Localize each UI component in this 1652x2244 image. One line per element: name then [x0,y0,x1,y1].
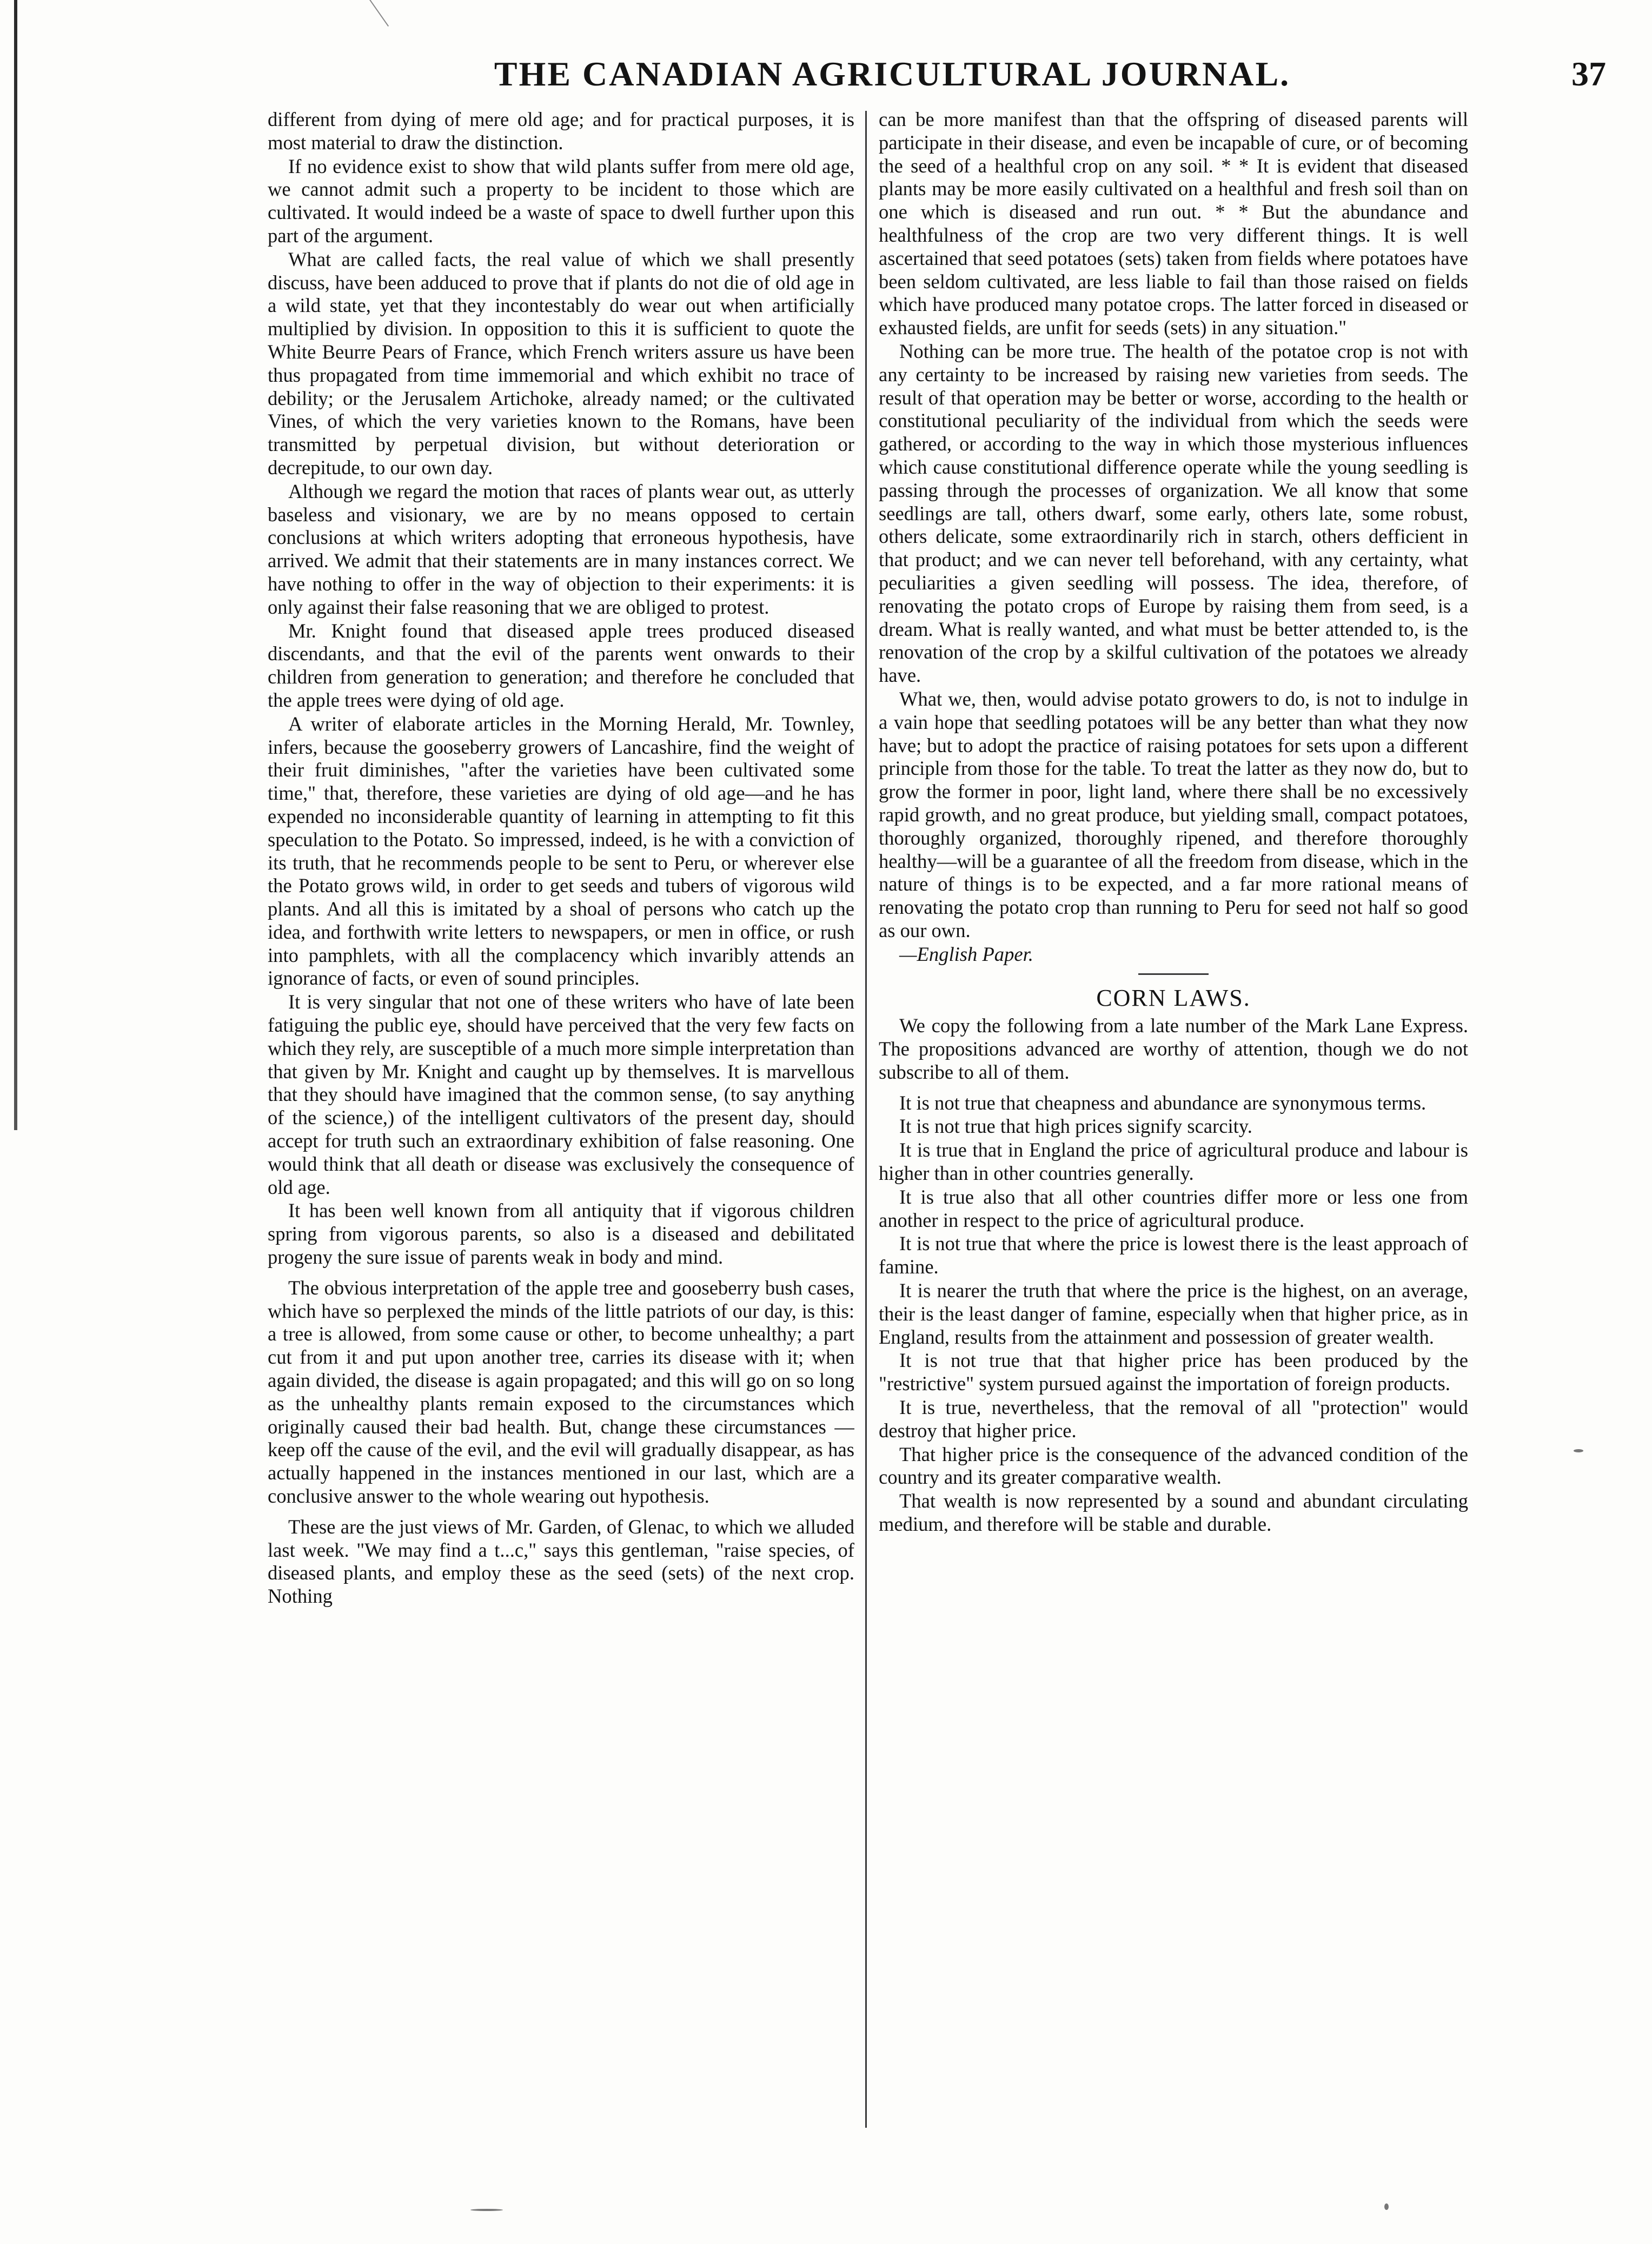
running-header-title: THE CANADIAN AGRICULTURAL JOURNAL. [494,55,1291,93]
proposition-3: It is true that in England the price of agricultural produce and labour is higher than in other countries generally. [879,1139,1468,1185]
proposition-10: That wealth is now represented by a sound and abundant circulating medium, and therefore will be stable and durable. [879,1490,1468,1536]
left-paragraph-1: different from dying of mere old age; and for practical purposes, it is most material to draw the distinction. [268,108,854,154]
binding-edge-mark [14,0,17,1130]
proposition-8: It is true, nevertheless, that the removal of all "protection" would destroy that higher price. [879,1396,1468,1442]
proposition-5: It is not true that where the price is lowest there is the least approach of famine. [879,1232,1468,1278]
proposition-9: That higher price is the consequence of the advanced condition of the country and its greater comparative wealth. [879,1443,1468,1489]
left-paragraph-2: If no evidence exist to show that wild plants suffer from mere old age, we cannot admit such a property to be incident to those which are cultivated. It would indeed be a waste of space to dwell further upon this part of the argument. [268,155,854,247]
proposition-2: It is not true that high prices signify scarcity. [899,1115,1252,1138]
left-paragraph-7: It is very singular that not one of these writers who have of late been fatiguing the public eye, should have perceived that the very few facts on which they rely, are susceptible of a much more simple interpretation than that given by Mr. Knight and caught up by themselves. It is marvellous that they should have imagined that the common sense, (to say anything of the science,) of the intelligent cultivators of the present day, should accept for truth such an extraordinary exhibition of false reasoning. One would think that all death or disease was exclusively the consequence of old age. [268,991,854,1198]
article-source-signature: —English Paper. [899,942,1033,965]
ink-speck [1574,1449,1583,1452]
corn-laws-intro: We copy the following from a late number of the Mark Lane Express. The propositions advanced are worthy of attention, though we do not subscribe to all of them. [879,1014,1468,1083]
left-paragraph-6: A writer of elaborate articles in the Morning Herald, Mr. Townley, infers, because the gooseberry growers of Lancashire, find the weight of their fruit diminishes, "after the varieties have been cultivated some time," that, therefore, these varieties are dying of old age—and he has expended no inconsiderable quantity of learning in attempting to fit this speculation to the Potato. So impressed, indeed, is he with a conviction of its truth, that he recommends people to be sent to Peru, or wherever else the Potato grows wild, in order to get seeds and tubers of vigorous wild plants. And all this is imitated by a shoal of persons who catch up the idea, and forthwith write letters to newspapers, or men in office, or rush into pamphlets, with all the complacency which invaribly attends an ignorance of facts, or even of sound principles. [268,712,854,990]
pen-stroke-mark [369,0,437,26]
proposition-4: It is true also that all other countries differ more or less one from another in respect to the price of agricultural produce. [879,1185,1468,1231]
section-heading-corn-laws: CORN LAWS. [1096,985,1251,1012]
left-paragraph-9: The obvious interpretation of the apple tree and gooseberry bush cases, which have so perplexed the minds of the little patriots of our day, is this: a tree is allowed, from some cause or other, to become unhealthy; a part cut from it and put upon another tree, carries its disease with it; when again divided, the disease is again propagated; and this will go on so long as the unhealthy plants remain exposed to the circumstances which originally caused their bad health. But, change these circumstances —keep off the cause of the evil, and the evil will gradually disappear, as has actually happened in the instances mentioned in our last, which are a conclusive answer to the whole wearing out hypothesis. [268,1276,854,1508]
page-number: 37 [1571,55,1606,93]
column-divider [865,111,867,2128]
ink-speck [1384,2203,1389,2210]
left-paragraph-5: Mr. Knight found that diseased apple trees produced diseased discendants, and that the evil of the parents went onwards to their children from generation to generation; and therefore he concluded that the apple trees were dying of old age. [268,619,854,711]
left-paragraph-3: What are called facts, the real value of which we shall presently discuss, have been adduced to prove that if plants do not die of old age in a wild state, yet that they incontestably do wear out when artificially multiplied by division. In opposition to this it is sufficient to quote the White Beurre Pears of France, which French writers assure us have been thus propagated from time immemorial and which exhibit no trace of debility; or the Jerusalem Artichoke, already named; or the cultivated Vines, of which the very varieties known to the Romans, have been transmitted by perpetual division, but without deterioration or decrepitude, to our own day. [268,248,854,479]
left-paragraph-10: These are the just views of Mr. Garden, of Glenac, to which we alluded last week. "We may find a t...c," says this gentleman, "raise species, of diseased plants, and employ these as the seed (sets) of the next crop. Nothing [268,1515,854,1608]
right-paragraph-2: Nothing can be more true. The health of the potatoe crop is not with any certainty to be increased by raising new varieties from seeds. The result of that operation may be better or worse, according to the health or constitutional peculiarity of the individual from which the seeds were gathered, or according to the way in which those mysterious influences which cause constitutional difference operate while the young seedling is passing through the processes of organization. We all know that some seedlings are tall, others dwarf, some early, others late, some robust, others delicate, some extraordinarily rich in starch, others defficient in that product; and we can never tell beforehand, with any certainty, what peculiarities a given seedling will possess. The idea, therefore, of renovating the potato crops of Europe by raising them from seed, is a dream. What is really wanted, and what must be better attended to, is the renovation of the crop by a skilful cultivation of the potatoes we already have. [879,340,1468,687]
left-paragraph-8: It has been well known from all antiquity that if vigorous children spring from vigorous parents, so also is a diseased and debilitated progeny the sure issue of parents weak in body and mind. [268,1199,854,1269]
proposition-6: It is nearer the truth that where the price is the highest, on an average, their is the least danger of famine, especially when that higher price, as in England, results from the attainment and possession of greater wealth. [879,1279,1468,1348]
section-separator-rule [1138,973,1209,975]
left-paragraph-4: Although we regard the motion that races of plants wear out, as utterly baseless and visionary, we are by no means opposed to certain conclusions at which writers adopting that erroneous hypothesis, have arrived. We admit that their statements are in many instances correct. We have nothing to offer in the way of objection to their experiments: it is only against their false reasoning that we are obliged to protest. [268,480,854,618]
proposition-7: It is not true that that higher price has been produced by the "restrictive" system pursued against the importation of foreign products. [879,1349,1468,1395]
ink-speck [470,2209,503,2211]
right-column [879,108,1468,2130]
right-paragraph-1: can be more manifest than that the offspring of diseased parents will participate in their disease, and even be incapable of cure, or of becoming the seed of a healthful crop on any soil. * * It is evident that diseased plants may be more easily cultivated on a healthful and fresh soil than on one which is diseased and run out. * * But the abundance and healthfulness of the crop are two very different things. It is well ascertained that seed potatoes (sets) taken from fields where potatoes have been seldom cultivated, are less liable to fail than those raised on fields which have produced many potatoe crops. The latter forced in diseased or exhausted fields, are unfit for seeds (sets) in any situation." [879,108,1468,339]
right-paragraph-3: What we, then, would advise potato growers to do, is not to indulge in a vain hope that seedling potatoes will be any better than what they now have; but to adopt the practice of raising potatoes for sets upon a different principle from those for the table. To treat the latter as they now do, but to grow the former in poor, light land, where there shall be no excessively rapid growth, and no great produce, but yielding small, compact potatoes, thoroughly organized, thoroughly ripened, and therefore thoroughly healthy—will be a guarantee of all the freedom from disease, which in the nature of things is to be expected, and a far more rational means of renovating the potato crop than running to Peru for seed not half so good as our own. [879,687,1468,941]
proposition-1: It is not true that cheapness and abundance are synonymous terms. [899,1091,1427,1114]
left-column [268,108,854,2130]
